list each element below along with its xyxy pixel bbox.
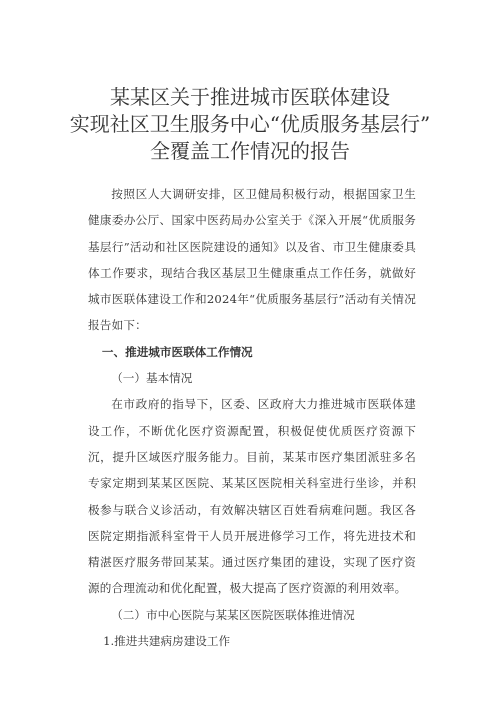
section-heading-1: 一、推进城市医联体工作情况: [101, 344, 253, 359]
title-line-2: 实现社区卫生服务中心“优质服务基层行”: [69, 112, 431, 136]
title-line-3: 全覆盖工作情况的报告: [150, 139, 350, 163]
list-item-1: 1.推进共建病房建设工作: [103, 634, 231, 649]
subsection-1-paragraph: 在市政府的指导下，区委、区政府大力推进城市医联体建设工作，不断优化医疗资源配置，积极促使优质医疗资源下沉，提升区域医疗服务能力。目前，某某市医疗集团派驻多名专家定期到某某区医院、某某区医院相关科室进行坐诊，并积极参与联合义诊活动，有效解决辖区百姓看病难问题。我区各医院定期指派科室骨干人员开展进修学习工作，将先进技术和精湛医疗服务带回某某。通过医疗集团的建设，实现了医疗资源的合理流动和优化配置，极大提高了医疗资源的利用效率。: [88, 397, 416, 596]
subsection-heading-1: （一）基本情况: [111, 371, 193, 386]
title-line-1: 某某区关于推进城市医联体建设: [110, 85, 390, 109]
document-title: [60, 84, 440, 165]
document-body: [88, 181, 416, 654]
intro-paragraph: 按照区人大调研安排，区卫健局积极行动，根据国家卫生健康委办公厅、国家中医药局办公室关于《深入开展“优质服务基层行”活动和社区医院建设的通知》以及省、市卫生健康委具体工作要求，现结合我区基层卫生健康重点工作任务，就做好城市医联体建设工作和2024年“优质服务基层行”活动有关情况报告如下：: [88, 187, 416, 333]
subsection-heading-2: （二）市中心医院与某某区医院医联体推进情况: [111, 607, 355, 622]
